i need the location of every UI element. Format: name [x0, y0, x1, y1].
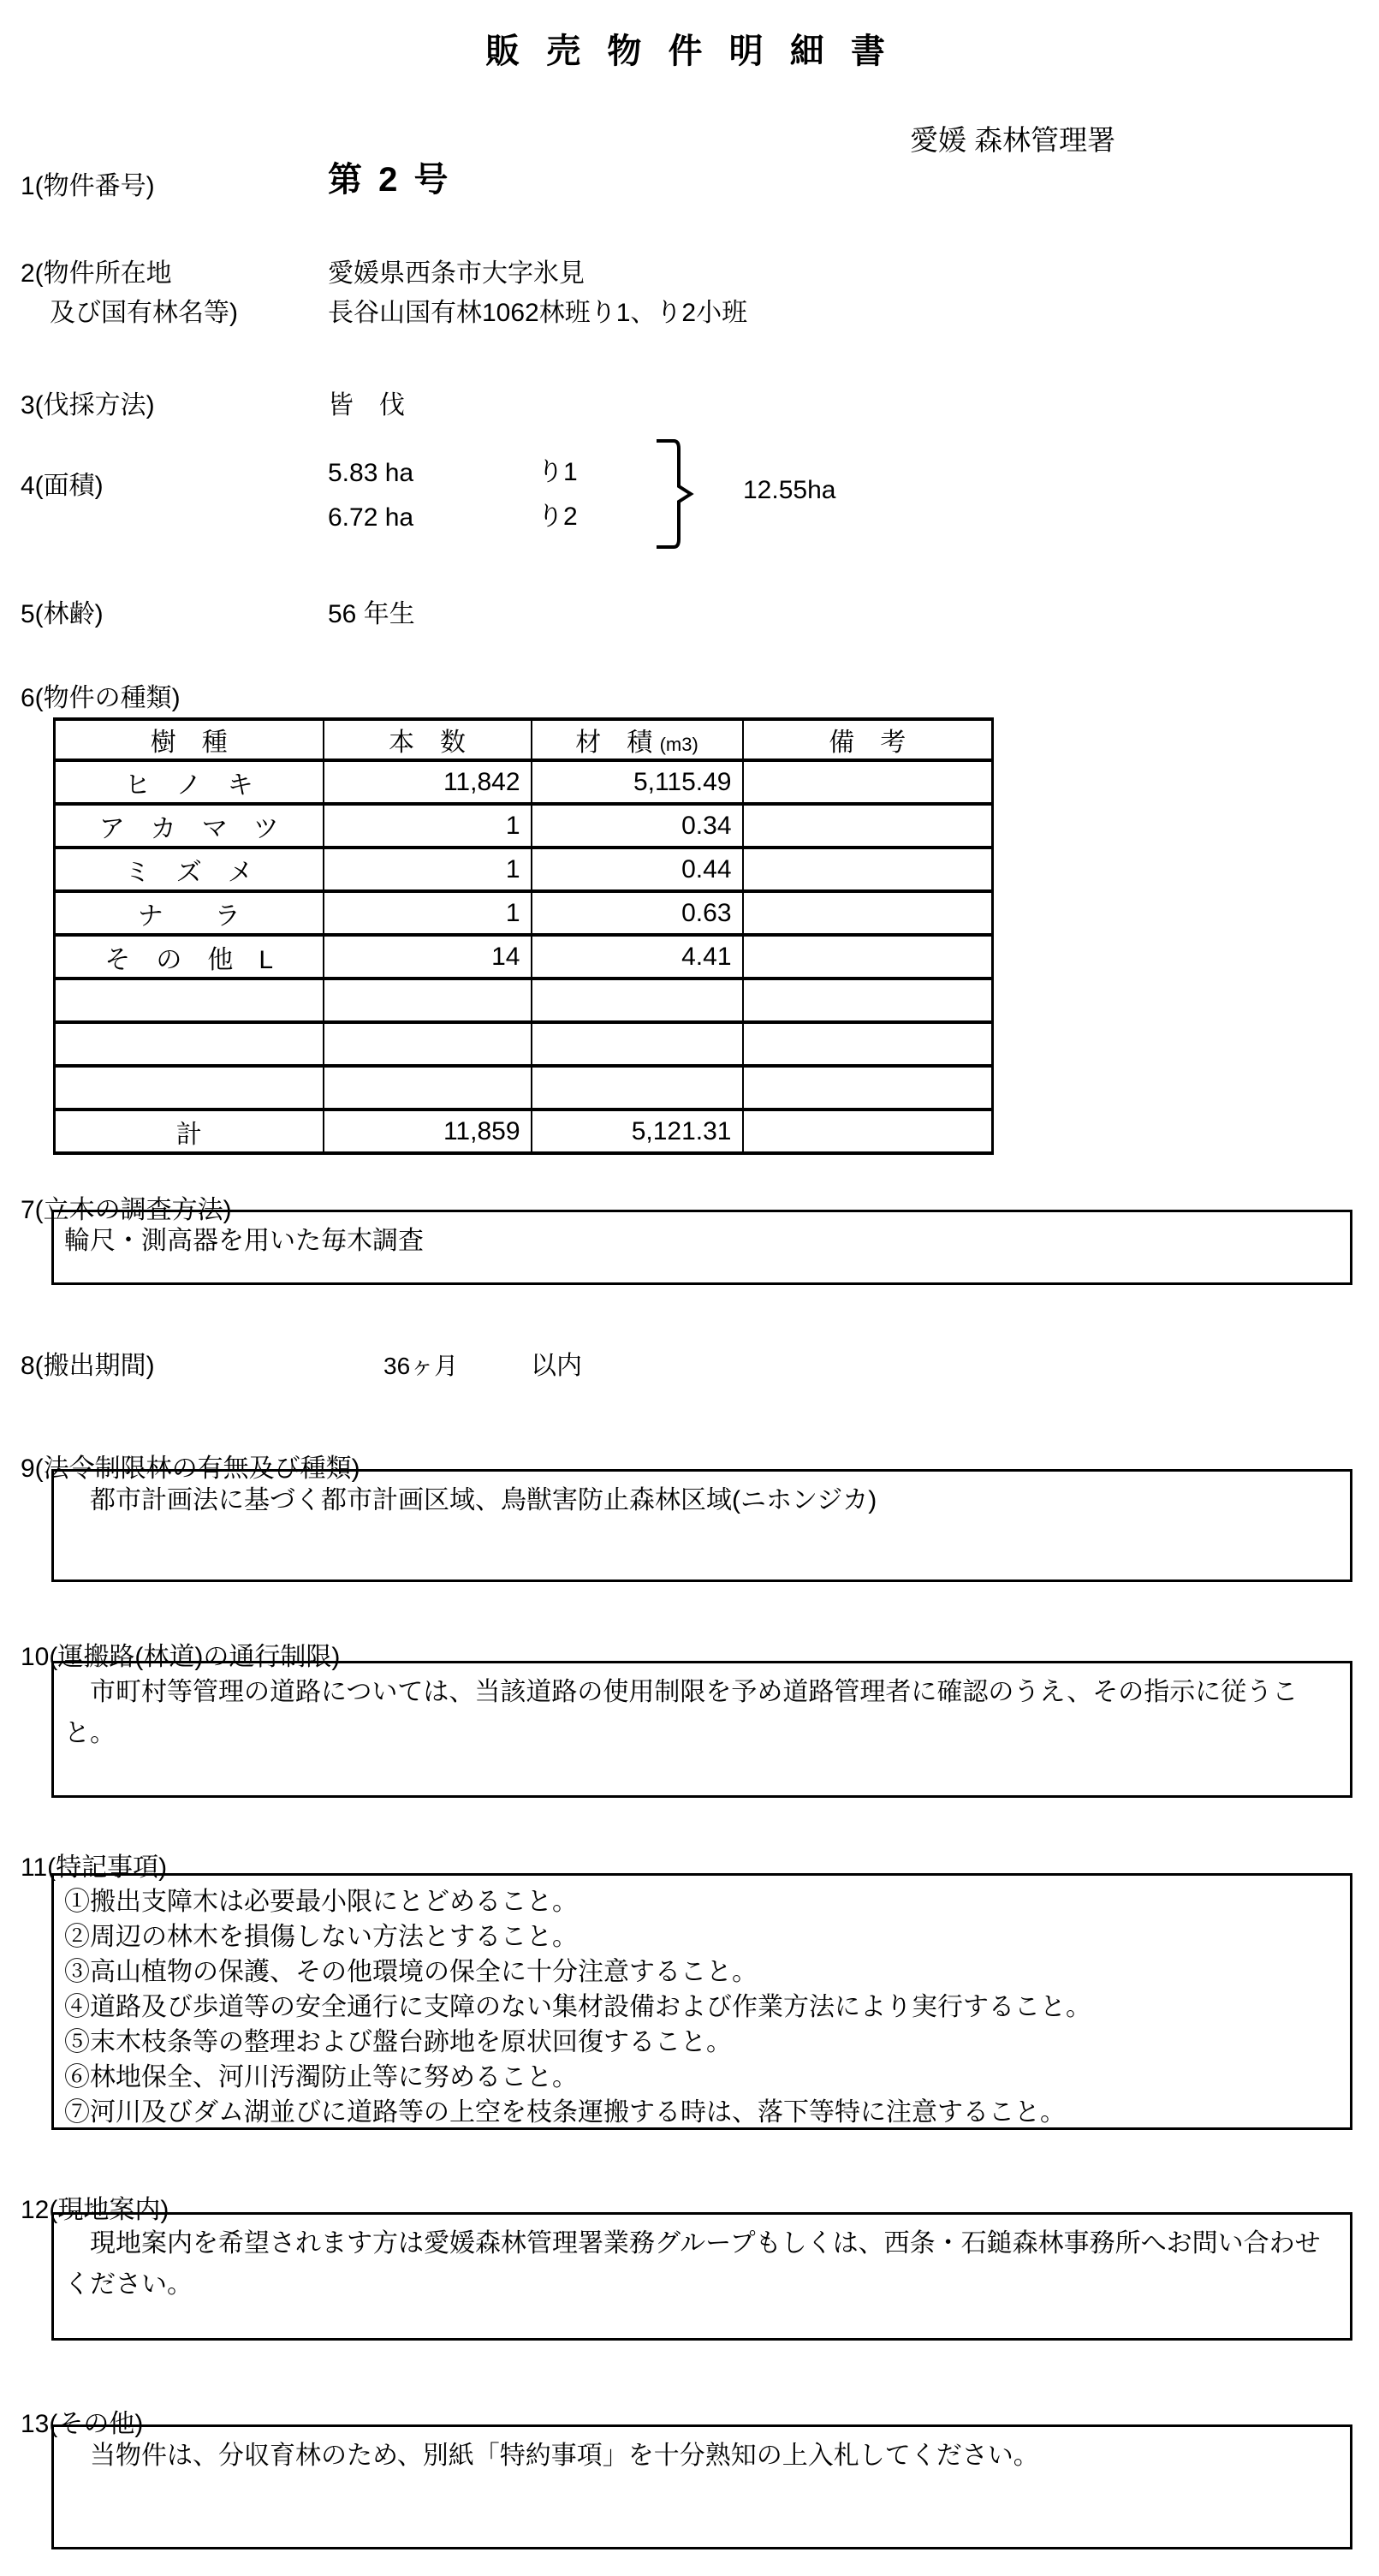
table-row	[55, 848, 993, 891]
s11-label: 11(特記事項)	[21, 1853, 168, 1882]
cell-species: ナ ラ	[55, 891, 324, 935]
s11-item-2: ②周辺の林木を損傷しない方法とすること。	[64, 1923, 578, 1951]
s11-item-5: ⑤末木枝条等の整理および盤台跡地を原状回復すること。	[64, 2028, 732, 2056]
s13-box	[51, 2424, 1352, 2549]
s11-item-1: ①搬出支障木は必要最小限にとどめること。	[64, 1888, 578, 1916]
cell-note	[743, 891, 993, 935]
s10-label: 10(運搬路(林道)の通行制限)	[21, 1643, 341, 1671]
s4-area1: 5.83 ha	[328, 459, 414, 487]
cell-total-label: 計	[55, 1110, 324, 1153]
table-total-row	[55, 1110, 993, 1153]
s2-value-line1: 愛媛県西条市大字氷見	[328, 259, 585, 288]
table-row	[55, 935, 993, 979]
cell-volume: 0.44	[532, 848, 743, 891]
s11-item-3: ③高山植物の保護、その他環境の保全に十分注意すること。	[64, 1958, 758, 1986]
s3-value: 皆 伐	[328, 391, 405, 419]
s8-suffix: 以内	[531, 1352, 582, 1380]
cell-note	[743, 1022, 993, 1066]
cell-volume: 0.63	[532, 891, 743, 935]
species-table	[53, 717, 994, 1155]
header-species: 樹 種	[55, 719, 324, 760]
s8-label: 8(搬出期間)	[21, 1352, 155, 1380]
header-volume: 材 積 (m3)	[532, 719, 743, 760]
cell-species: ヒ ノ キ	[55, 760, 324, 804]
s7-text: 輪尺・測高器を用いた毎木調査	[64, 1227, 424, 1255]
s12-text: 現地案内を希望されます方は愛媛森林管理署業務グループもしくは、西条・石鎚森林事務所へお問い合わせください。	[64, 2229, 1321, 2299]
s1-label: 1(物件番号)	[21, 172, 155, 200]
cell-count	[324, 1066, 532, 1110]
cell-count: 1	[324, 891, 532, 935]
table-row	[55, 760, 993, 804]
s5-value: 56 年生	[328, 600, 415, 628]
table-empty-row	[55, 1066, 993, 1110]
cell-volume: 4.41	[532, 935, 743, 979]
s9-box	[51, 1469, 1352, 1582]
s11-item-6: ⑥林地保全、河川汚濁防止等に努めること。	[64, 2063, 578, 2091]
s9-label: 9(法令制限林の有無及び種類)	[21, 1455, 360, 1483]
s13-label: 13(その他)	[21, 2410, 144, 2438]
table-row	[55, 804, 993, 848]
cell-note	[743, 979, 993, 1022]
cell-note	[743, 935, 993, 979]
cell-species	[55, 979, 324, 1022]
cell-species	[55, 1022, 324, 1066]
cell-note	[743, 760, 993, 804]
cell-volume: 5,115.49	[532, 760, 743, 804]
cell-species	[55, 1066, 324, 1110]
cell-note	[743, 804, 993, 848]
office-name: 愛媛 森林管理署	[910, 124, 1116, 156]
cell-note	[743, 848, 993, 891]
s5-label: 5(林齢)	[21, 600, 104, 628]
cell-total-count: 11,859	[324, 1110, 532, 1153]
volume-unit: (m3)	[659, 734, 698, 755]
cell-species: ア カ マ ツ	[55, 804, 324, 848]
s10-text: 市町村等管理の道路については、当該道路の使用制限を予め道路管理者に確認のうえ、その指示に従うこと。	[64, 1678, 1299, 1747]
header-count: 本 数	[324, 719, 532, 760]
s4-area2: 6.72 ha	[328, 503, 414, 532]
cell-count: 1	[324, 848, 532, 891]
s4-subcompartment2: り2	[538, 503, 578, 531]
table-header-row	[55, 719, 993, 760]
cell-total-note	[743, 1110, 993, 1153]
s10-box	[51, 1661, 1352, 1798]
cell-volume	[532, 1022, 743, 1066]
cell-total-volume: 5,121.31	[532, 1110, 743, 1153]
s7-label: 7(立木の調査方法)	[21, 1196, 232, 1224]
cell-volume	[532, 979, 743, 1022]
s2-value-line2: 長谷山国有林1062林班り1、り2小班	[328, 299, 748, 327]
s2-label-line1: 2(物件所在地	[21, 259, 172, 288]
cell-species: そ の 他 L	[55, 935, 324, 979]
cell-count: 14	[324, 935, 532, 979]
s3-label: 3(伐採方法)	[21, 391, 155, 419]
s11-box	[51, 1873, 1352, 2130]
s11-item-4: ④道路及び歩道等の安全通行に支障のない集材設備および作業方法により実行すること。	[64, 1993, 1091, 2021]
s4-subcompartment1: り1	[538, 458, 578, 486]
cell-count: 1	[324, 804, 532, 848]
s12-label: 12(現地案内)	[21, 2196, 169, 2224]
cell-volume: 0.34	[532, 804, 743, 848]
cell-count	[324, 979, 532, 1022]
doc-title: 販 売 物 件 明 細 書	[485, 33, 894, 70]
cell-volume	[532, 1066, 743, 1110]
s4-total-area: 12.55ha	[743, 476, 836, 504]
header-note: 備 考	[743, 719, 993, 760]
cell-note	[743, 1066, 993, 1110]
table-row	[55, 891, 993, 935]
s8-value: 36ヶ月	[383, 1353, 459, 1379]
s11-item-7: ⑦河川及びダム湖並びに道路等の上空を枝条運搬する時は、落下等特に注意すること。	[64, 2098, 1066, 2127]
s9-text: 都市計画法に基づく都市計画区域、鳥獣害防止森林区域(ニホンジカ)	[90, 1486, 877, 1514]
area-total-brace	[655, 438, 694, 550]
s1-value: 第 2 号	[328, 161, 452, 199]
s6-label: 6(物件の種類)	[21, 684, 181, 712]
table-empty-row	[55, 1022, 993, 1066]
cell-count	[324, 1022, 532, 1066]
s12-box	[51, 2212, 1352, 2341]
cell-count: 11,842	[324, 760, 532, 804]
s2-label-line2: 及び国有林名等)	[50, 299, 238, 327]
s4-label: 4(面積)	[21, 472, 104, 500]
s7-box	[51, 1210, 1352, 1285]
table-empty-row	[55, 979, 993, 1022]
s13-text: 当物件は、分収育林のため、別紙「特約事項」を十分熟知の上入札してください。	[90, 2442, 1039, 2470]
cell-species: ミ ズ メ	[55, 848, 324, 891]
